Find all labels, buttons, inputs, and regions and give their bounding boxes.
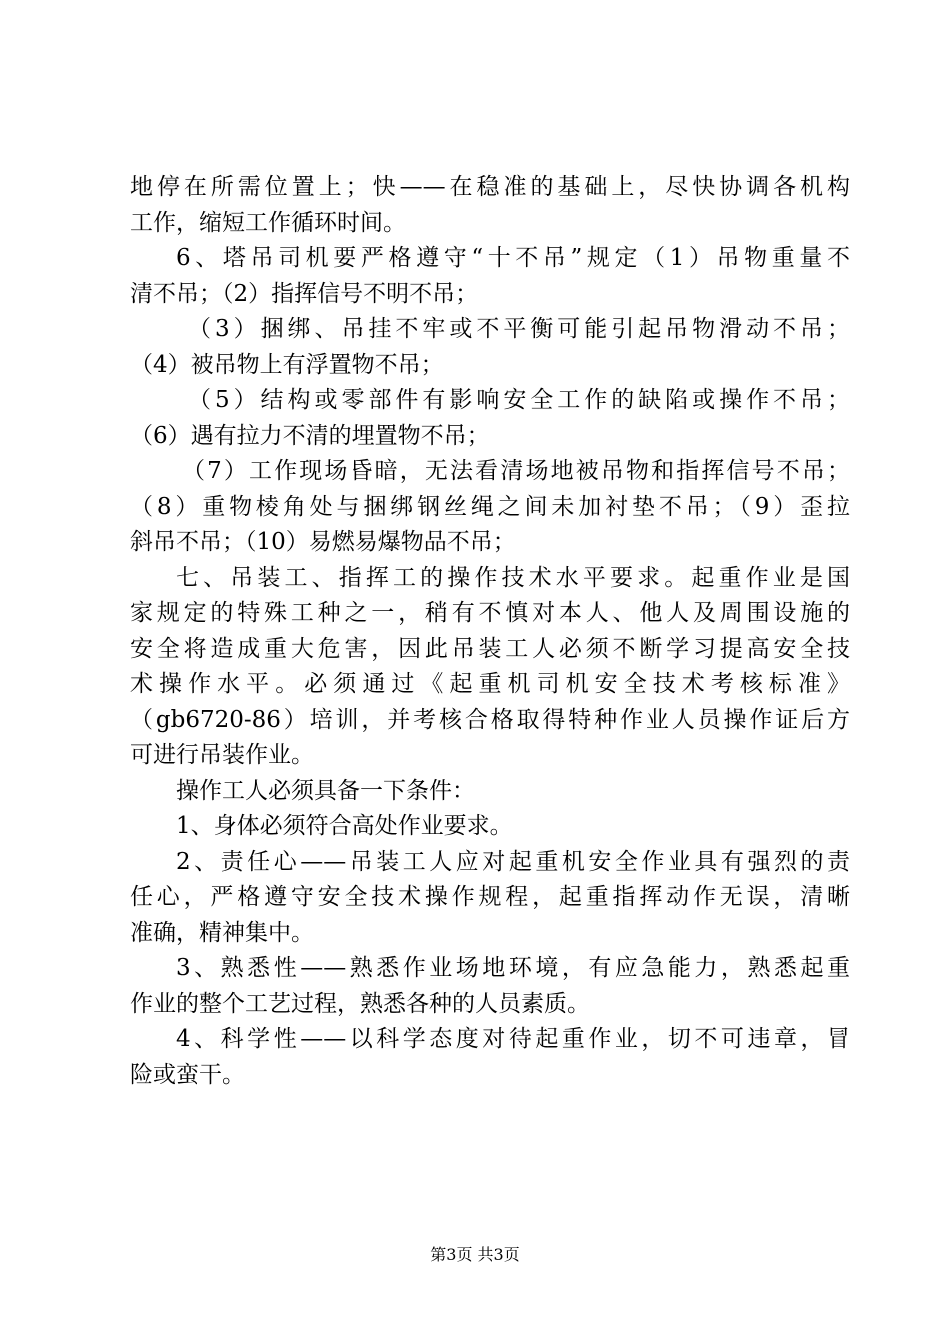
- paragraph: [130, 383, 850, 454]
- paragraph: [130, 774, 850, 810]
- text-line: （gb6720-86）培训，并考核合格取得特种作业人员操作证后方: [130, 706, 850, 733]
- text-line: 作业的整个工艺过程，熟悉各种的人员素质。: [130, 990, 590, 1017]
- text-line: 准确，精神集中。: [130, 919, 314, 946]
- text-line: 操作工人必须具备一下条件：: [176, 777, 475, 804]
- text-line: （8）重物棱角处与捆绑钢丝绳之间未加衬垫不吊；（9）歪拉: [130, 493, 850, 520]
- text-line: 1、身体必须符合高处作业要求。: [176, 813, 513, 839]
- paragraph: [130, 170, 850, 241]
- text-line: 4、科学性——以科学态度对待起重作业，切不可违章，冒: [176, 1026, 850, 1052]
- page-number: 第3页 共3页: [430, 1245, 520, 1264]
- text-line: 家规定的特殊工种之一，稍有不慎对本人、他人及周围设施的: [130, 600, 850, 626]
- text-line: 3、熟悉性——熟悉作业场地环境，有应急能力，熟悉起重: [176, 955, 850, 981]
- paragraph: [130, 241, 850, 312]
- paragraph: [130, 951, 850, 1022]
- text-line: （3）捆绑、吊挂不牢或不平衡可能引起吊物滑动不吊；: [188, 316, 850, 342]
- paragraph: [130, 845, 850, 952]
- paragraph: [130, 454, 850, 561]
- text-line: 地停在所需位置上；快——在稳准的基础上，尽快协调各机构: [130, 174, 850, 200]
- text-line: 术操作水平。必须通过《起重机司机安全技术考核标准》: [130, 671, 850, 697]
- text-line: （5）结构或零部件有影响安全工作的缺陷或操作不吊；: [188, 387, 850, 413]
- text-line: 可进行吊装作业。: [130, 742, 314, 768]
- text-line: 工作，缩短工作循环时间。: [130, 209, 406, 236]
- text-line: 6、塔吊司机要严格遵守“十不吊”规定（1）吊物重量不: [176, 245, 850, 271]
- text-line: （7）工作现场昏暗，无法看清场地被吊物和指挥信号不吊；: [182, 458, 850, 484]
- paragraph: [130, 809, 850, 845]
- text-line: 清不吊；（2）指挥信号不明不吊；: [130, 280, 479, 307]
- text-line: 险或蛮干。: [130, 1061, 245, 1088]
- text-line: 七、吊装工、指挥工的操作技术水平要求。起重作业是国: [176, 564, 850, 591]
- document-body: [130, 170, 850, 1093]
- page-footer: [0, 1243, 950, 1267]
- text-line: 2、责任心——吊装工人应对起重机安全作业具有强烈的责: [176, 848, 850, 875]
- paragraph: [130, 561, 850, 774]
- text-line: 安全将造成重大危害，因此吊装工人必须不断学习提高安全技: [130, 635, 850, 662]
- text-line: 任心，严格遵守安全技术操作规程，起重指挥动作无误，清晰: [130, 884, 850, 910]
- text-line: （6）遇有拉力不清的埋置物不吊；: [130, 422, 490, 449]
- paragraph: [130, 1022, 850, 1093]
- paragraph: [130, 312, 850, 383]
- text-line: （4）被吊物上有浮置物不吊；: [130, 351, 444, 378]
- text-line: 斜吊不吊；（10）易燃易爆物品不吊；: [130, 529, 516, 555]
